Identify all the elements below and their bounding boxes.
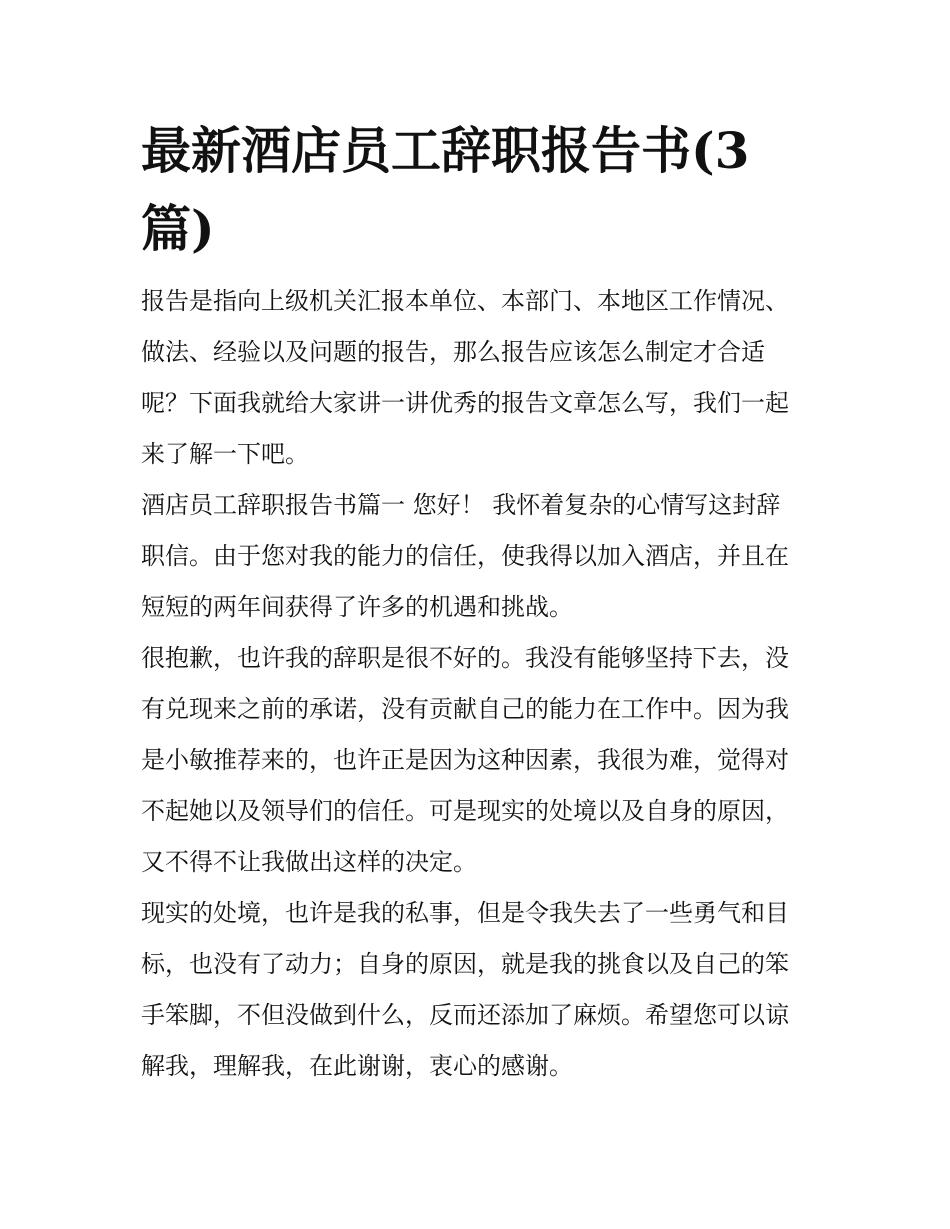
body-line: 解我，理解我，在此谢谢，衷心的感谢。 — [141, 1052, 573, 1080]
body-line: 做法、经验以及问题的报告，那么报告应该怎么制定才合适 — [141, 338, 765, 366]
body-line: 职信。由于您对我的能力的信任，使我得以加入酒店，并且在 — [141, 542, 789, 570]
body-line: 酒店员工辞职报告书篇一 您好！ 我怀着复杂的心情写这封辞 — [141, 491, 781, 519]
body-line: 是小敏推荐来的，也许正是因为这种因素，我很为难，觉得对 — [141, 746, 789, 774]
body-line: 报告是指向上级机关汇报本单位、本部门、本地区工作情况、 — [141, 287, 789, 315]
body-line: 手笨脚，不但没做到什么，反而还添加了麻烦。希望您可以谅 — [141, 1001, 789, 1029]
page-title: 最新酒店员工辞职报告书(3篇) — [141, 121, 750, 258]
body-line: 来了解一下吧。 — [141, 440, 309, 468]
body-line: 呢？下面我就给大家讲一讲优秀的报告文章怎么写，我们一起 — [141, 389, 789, 417]
body-line: 短短的两年间获得了许多的机遇和挑战。 — [141, 593, 573, 621]
body-line: 不起她以及领导们的信任。可是现实的处境以及自身的原因， — [141, 797, 789, 825]
body-line: 标，也没有了动力；自身的原因，就是我的挑食以及自己的笨 — [141, 950, 789, 978]
body-line: 又不得不让我做出这样的决定。 — [141, 848, 477, 876]
body-line: 有兑现来之前的承诺，没有贡献自己的能力在工作中。因为我 — [141, 695, 789, 723]
body-line: 很抱歉，也许我的辞职是很不好的。我没有能够坚持下去，没 — [141, 644, 789, 672]
body-line: 现实的处境，也许是我的私事，但是令我失去了一些勇气和目 — [141, 899, 789, 927]
